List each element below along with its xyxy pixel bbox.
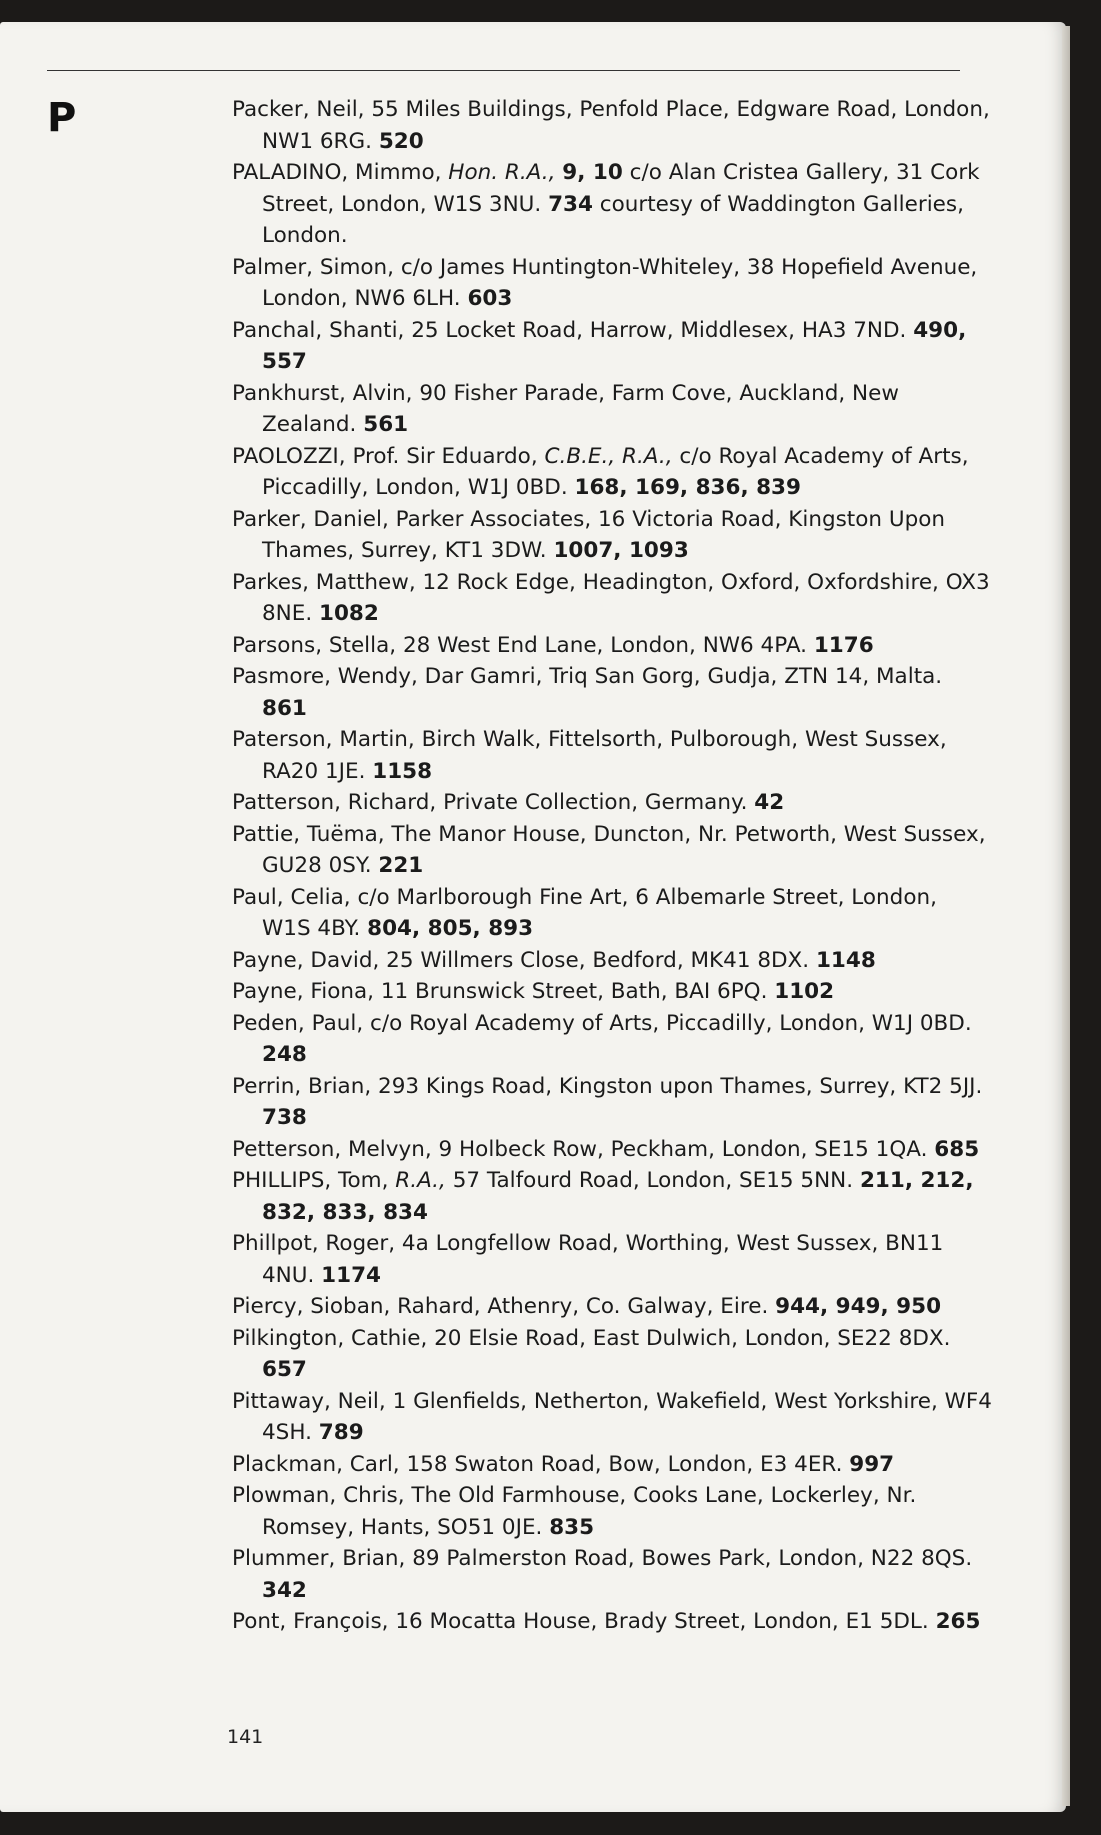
entry-numbers: 520 — [378, 128, 424, 154]
index-entry — [232, 1228, 992, 1291]
entry-name: Pasmore, Wendy, — [232, 664, 418, 689]
entry-address: 12 Rock Edge, Headington, Oxford, Oxfordshire, OX3 8NE. — [262, 569, 990, 626]
entry-numbers: 221 — [378, 853, 424, 878]
index-entry — [232, 1291, 992, 1323]
entry-name: Paterson, Martin, — [232, 727, 415, 752]
index-entry — [232, 1480, 992, 1543]
entry-title-numbers: 9, 10 — [562, 160, 623, 185]
entry-name: Plowman, Chris, — [232, 1483, 405, 1508]
index-entry — [232, 1323, 992, 1386]
index-entry — [232, 787, 992, 819]
entry-address: 1 Glenfields, Netherton, Wakefield, West Yorkshire, WF4 4SH. — [262, 1388, 992, 1445]
entry-address: 9 Holbeck Row, Peckham, London, SE15 1QA. — [431, 1136, 935, 1162]
index-entry — [232, 1134, 992, 1166]
entry-name: Piercy, Sioban, — [232, 1294, 391, 1319]
entry-numbers: 1082 — [319, 601, 379, 626]
entry-name: Petterson, Melvyn, — [232, 1136, 432, 1162]
entry-name: PAOLOZZI, Prof. Sir Eduardo, — [232, 443, 538, 469]
entry-address: Rahard, Athenry, Co. Galway, Eire. — [390, 1294, 776, 1319]
entry-name: Pattie, Tuëma, — [232, 821, 385, 847]
entry-name: Payne, David, — [232, 947, 380, 973]
entry-address: c/o Marlborough Fine Art, 6 Albemarle Street, London, W1S 4BY. — [262, 884, 937, 941]
index-entry — [232, 567, 992, 630]
entry-numbers: 561 — [363, 412, 409, 437]
entry-numbers: 1102 — [774, 979, 835, 1004]
entry-name: Plackman, Carl, — [232, 1451, 400, 1477]
entry-address: 158 Swaton Road, Bow, London, E3 4ER. — [399, 1451, 850, 1477]
index-entries — [232, 94, 992, 1638]
index-entry — [232, 1543, 992, 1606]
entry-numbers: 1148 — [815, 947, 876, 973]
entry-address: The Manor House, Duncton, Nr. Petworth, West Sussex, GU28 0SY. — [262, 821, 986, 878]
entry-address: 4a Longfellow Road, Worthing, West Sussex, BN11 4NU. — [262, 1231, 944, 1288]
index-entry — [232, 882, 992, 945]
entry-name: Plummer, Brian, — [232, 1546, 406, 1571]
entry-name: Parkes, Matthew, — [232, 569, 416, 595]
page-number: 141 — [227, 1726, 264, 1748]
entry-address: Private Collection, Germany. — [436, 790, 755, 815]
entry-name: Panchal, Shanti, — [232, 317, 405, 343]
entry-name: Pittaway, Neil, — [232, 1388, 386, 1414]
entry-numbers: 248 — [262, 1042, 307, 1067]
entry-title: Hon. R.A., — [441, 160, 563, 185]
entry-address: 25 Willmers Close, Bedford, MK41 8DX. — [379, 947, 816, 973]
index-entry — [232, 1606, 992, 1638]
entry-name: Parsons, Stella, — [232, 632, 397, 658]
section-letter: P — [47, 95, 77, 141]
index-entry — [232, 724, 992, 787]
entry-address: 57 Talfourd Road, London, SE15 5NN. — [445, 1168, 860, 1193]
entry-title: R.A., — [388, 1168, 446, 1193]
entry-numbers: 490, 557 — [262, 317, 967, 374]
entry-numbers: 944, 949, 950 — [775, 1294, 942, 1319]
entry-name: Palmer, Simon, — [232, 254, 395, 280]
entry-numbers: 42 — [754, 790, 785, 815]
entry-numbers: 342 — [262, 1577, 307, 1603]
entry-numbers: 685 — [934, 1136, 980, 1162]
entry-name: Paul, Celia, — [232, 884, 351, 910]
entry-numbers: 835 — [549, 1514, 595, 1540]
entry-address: c/o James Huntington-Whiteley, 38 Hopefield Avenue, London, NW6 6LH. — [262, 254, 978, 311]
entry-name: Peden, Paul, — [232, 1010, 364, 1036]
index-entry — [232, 1386, 992, 1449]
entry-numbers: 1176 — [813, 632, 874, 658]
index-entry — [232, 630, 992, 662]
entry-address: 55 Miles Buildings, Penfold Place, Edgware Road, London, NW1 6RG. — [262, 97, 990, 154]
entry-numbers: 804, 805, 893 — [367, 916, 534, 941]
entry-address: c/o Alan Cristea Gallery, 31 Cork Street, London, W1S 3NU. — [262, 160, 980, 217]
index-entry — [232, 157, 992, 252]
index-entry — [232, 819, 992, 882]
index-entry — [232, 94, 992, 157]
entry-name: Patterson, Richard, — [232, 790, 437, 815]
entry-name: Payne, Fiona, — [232, 979, 374, 1004]
entry-numbers: 1158 — [372, 758, 433, 784]
entry-name: Pankhurst, Alvin, — [232, 380, 413, 406]
entry-address: 20 Elsie Road, East Dulwich, London, SE22 8DX. — [427, 1325, 951, 1351]
page-edge — [1062, 26, 1070, 1806]
entry-address: The Old Farmhouse, Cooks Lane, Lockerley, Nr. Romsey, Hants, SO51 0JE. — [262, 1483, 917, 1540]
entry-numbers: 789 — [318, 1420, 364, 1445]
entry-name: PHILLIPS, Tom, — [232, 1168, 389, 1193]
index-entry — [232, 976, 992, 1008]
entry-address: 90 Fisher Parade, Farm Cove, Auckland, New Zealand. — [262, 380, 899, 437]
index-entry — [232, 378, 992, 441]
entry-note: courtesy of Waddington Galleries, London. — [262, 191, 964, 248]
index-entry — [232, 945, 992, 977]
entry-numbers: 997 — [849, 1451, 895, 1477]
entry-name: Phillpot, Roger, — [232, 1231, 396, 1256]
entry-title: C.B.E., R.A., — [537, 443, 673, 469]
entry-name: Parker, Daniel, — [232, 506, 389, 532]
entry-numbers: 734 — [548, 191, 593, 217]
entry-address: Parker Associates, 16 Victoria Road, Kingston Upon Thames, Surrey, KT1 3DW. — [262, 506, 946, 563]
entry-name: PALADINO, Mimmo, — [232, 160, 442, 185]
entry-address: c/o Royal Academy of Arts, Piccadilly, London, W1J 0BD. — [363, 1010, 972, 1036]
index-entry — [232, 1449, 992, 1481]
index-entry — [232, 661, 992, 724]
entry-numbers: 211, 212, 832, 833, 834 — [262, 1168, 974, 1225]
index-entry — [232, 441, 992, 504]
entry-numbers: 657 — [262, 1357, 307, 1382]
entry-address: Birch Walk, Fittelsorth, Pulborough, West Sussex, RA20 1JE. — [262, 727, 947, 784]
entry-name: Packer, Neil, — [232, 97, 365, 122]
entry-numbers: 738 — [262, 1105, 307, 1130]
entry-name: Perrin, Brian, — [232, 1073, 372, 1099]
entry-numbers: 1007, 1093 — [553, 538, 689, 563]
entry-numbers: 1174 — [321, 1262, 382, 1288]
entry-numbers: 265 — [935, 1609, 981, 1634]
entry-address: 89 Palmerston Road, Bowes Park, London, N22 8QS. — [405, 1546, 973, 1571]
entry-address: 25 Locket Road, Harrow, Middlesex, HA3 7ND. — [404, 317, 914, 343]
entry-address: c/o Royal Academy of Arts, Piccadilly, London, W1J 0BD. — [262, 443, 969, 500]
entry-address: 16 Mocatta House, Brady Street, London, E1 5DL. — [388, 1609, 936, 1634]
entry-address: Dar Gamri, Triq San Gorg, Gudja, ZTN 14, Malta. — [417, 664, 943, 689]
index-entry — [232, 1165, 992, 1228]
entry-address: 293 Kings Road, Kingston upon Thames, Surrey, KT2 5JJ. — [371, 1073, 983, 1099]
index-entry — [232, 1071, 992, 1134]
entry-numbers: 603 — [467, 286, 513, 311]
index-entry — [232, 1008, 992, 1071]
entry-name: Pilkington, Cathie, — [232, 1325, 428, 1351]
index-entry — [232, 504, 992, 567]
index-entry — [232, 252, 992, 315]
entry-numbers: 168, 169, 836, 839 — [574, 475, 801, 500]
header-rule — [47, 70, 960, 71]
entry-address: 28 West End Lane, London, NW6 4PA. — [396, 632, 814, 658]
entry-address: 11 Brunswick Street, Bath, BAI 6PQ. — [374, 979, 775, 1004]
index-entry — [232, 315, 992, 378]
entry-name: Pont, François, — [232, 1609, 389, 1634]
entry-numbers: 861 — [262, 695, 307, 721]
